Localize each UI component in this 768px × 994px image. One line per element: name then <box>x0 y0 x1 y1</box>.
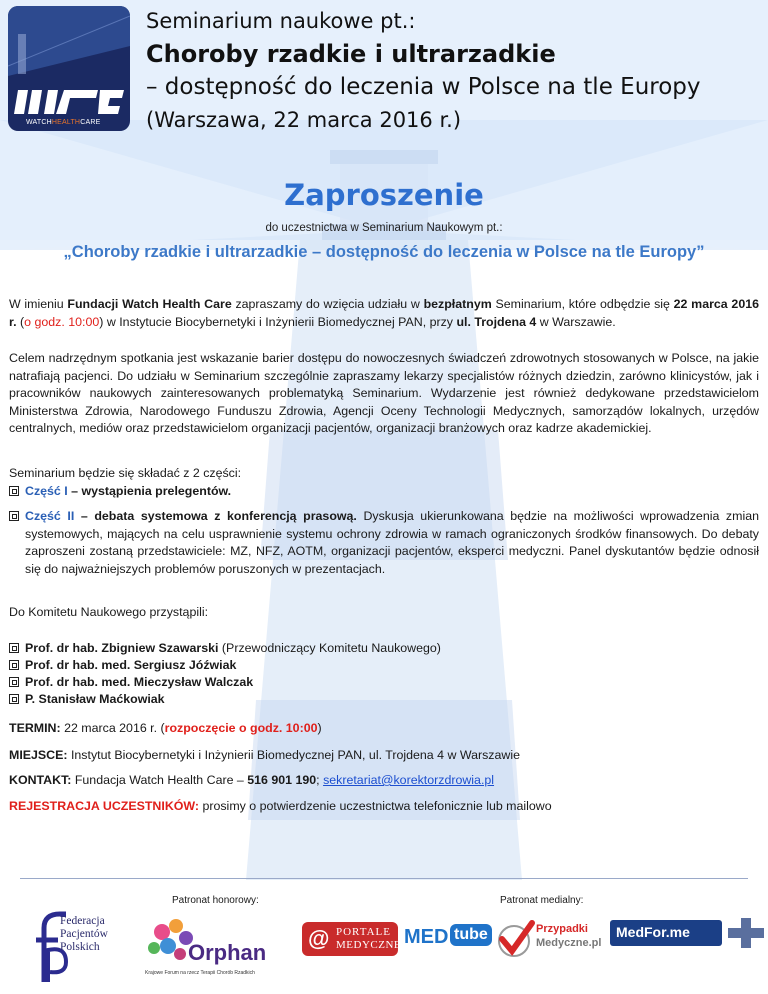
header-line-3: – dostępność do leczenia w Polsce na tle Europy <box>146 74 701 100</box>
kontakt-line: KONTAKT: Fundacja Watch Health Care – 516 901 190; sekretariat@korektorzdrowia.pl <box>9 773 495 787</box>
medfor-logo: MedFor.me <box>610 918 768 948</box>
intro-paragraph: W imieniu Fundacji Watch Health Care zapraszamy do wzięcia udziału w bezpłatnym Seminarium, które odbędzie się 22 marca 2016 r. (o godz. 10:00) w Instytucie Biocybernetyki i Inżynierii Biomedycznej PAN, przy ul. Trojdena 4 w Warszawie. <box>9 297 759 329</box>
committee-member: Prof. dr hab. med. Mieczysław Walczak <box>9 674 253 691</box>
header-line-1: Seminarium naukowe pt.: <box>146 9 416 33</box>
checkbox-icon <box>9 643 19 653</box>
orphan-wordmark: Orphan <box>188 940 267 965</box>
termin-line: TERMIN: 22 marca 2016 r. (rozpoczęcie o godz. 10:00) <box>9 721 322 735</box>
media-patronage-label: Patronat medialny: <box>500 895 584 906</box>
medtube-logo: MED tube <box>404 920 484 956</box>
committee-member: P. Stanisław Maćkowiak <box>9 691 165 708</box>
page-title: Zaproszenie <box>284 178 484 212</box>
part-1-item: Część I – wystąpienia prelegentów. <box>9 483 759 501</box>
checkbox-icon <box>9 511 19 521</box>
footer-divider <box>20 878 748 879</box>
honorary-patronage-label: Patronat honorowy: <box>172 895 259 906</box>
przypadki-medyczne-logo: Przypadki Medyczne.pl <box>496 915 608 963</box>
committee-member: Prof. dr hab. med. Sergiusz Jóźwiak <box>9 657 236 674</box>
goal-paragraph: Celem nadrzędnym spotkania jest wskazanie barier dostępu do nowoczesnych świadczeń zdrowotnych stosowanych w Polsce, na jakie natrafiają pacjenci. Do udziału w Seminarium szczególnie zapraszamy lekarzy specjalistów różnych dziedzin, zarówno klinicystów, jak i pracowników naukowych zainteresowanych problematyką Seminarium. Wydarzenie jest również dedykowane przedstawicielom Ministerstwa Zdrowia, Narodowego Funduszu Zdrowia, Agencji Oceny Technologii Medycznych, samorządów lokalnych, urzędów centralnych, mediów oraz przedstawicielom organizacji pacjentów, organizacji branżowych oraz kadrze akademickiej. <box>9 351 759 435</box>
email-link[interactable]: sekretariat@korektorzdrowia.pl <box>323 773 495 787</box>
portale-medyczne-logo: @ PORTALE MEDYCZNE <box>302 922 398 956</box>
seminar-title-quote: „Choroby rzadkie i ultrarzadkie – dostępność do leczenia w Polsce na tle Europy” <box>63 243 705 261</box>
watch-health-care-logo <box>8 6 130 131</box>
checkbox-icon <box>9 677 19 687</box>
invitation-subtitle: do uczestnictwa w Seminarium Naukowym pt.: <box>265 222 503 234</box>
committee-intro: Do Komitetu Naukowego przystąpili: <box>9 605 209 619</box>
logo-wordmark: WATCHHEALTHCARE <box>26 119 101 126</box>
at-icon: @ <box>308 926 330 951</box>
miejsce-line: MIEJSCE: Instytut Biocybernetyki i Inżynierii Biomedycznej PAN, ul. Trojdena 4 w Warszawie <box>9 748 520 762</box>
orphan-subtitle: Krajowe Forum na rzecz Terapii Chorób Rzadkich <box>145 970 255 976</box>
checkbox-icon <box>9 694 19 704</box>
checkbox-icon <box>9 660 19 670</box>
checkmark-icon <box>496 917 536 961</box>
rejestracja-line: REJESTRACJA UCZESTNIKÓW: prosimy o potwierdzenie uczestnictwa telefonicznie lub mailowo <box>9 799 552 813</box>
committee-member: Prof. dr hab. Zbigniew Szawarski (Przewodniczący Komitetu Naukowego) <box>9 640 441 657</box>
parts-intro: Seminarium będzie się składać z 2 części: <box>9 466 242 480</box>
header-line-4: (Warszawa, 22 marca 2016 r.) <box>146 108 462 132</box>
checkbox-icon <box>9 486 19 496</box>
document-header <box>146 6 756 136</box>
header-line-2: Choroby rzadkie i ultrarzadkie <box>146 40 556 68</box>
fpp-wordmark: Federacja Pacjentów Polskich <box>60 915 108 953</box>
part-2-item: Część II – debata systemowa z konferencją prasową. Dyskusja ukierunkowana będzie na możliwości wprowadzenia zmian systemowych, mających na celu usprawnienie systemu ochrony zdrowia w ramach ograniczonych środków finansowych. Do debaty zaproszeni zostaną przedstawiciele: MZ, NFZ, AOTM, organizacji pacjentów, eksperci medyczni. Panel dyskutantów będzie odnosił się do najważniejszych problemów poruszonych w prezentacjach. <box>9 508 759 578</box>
